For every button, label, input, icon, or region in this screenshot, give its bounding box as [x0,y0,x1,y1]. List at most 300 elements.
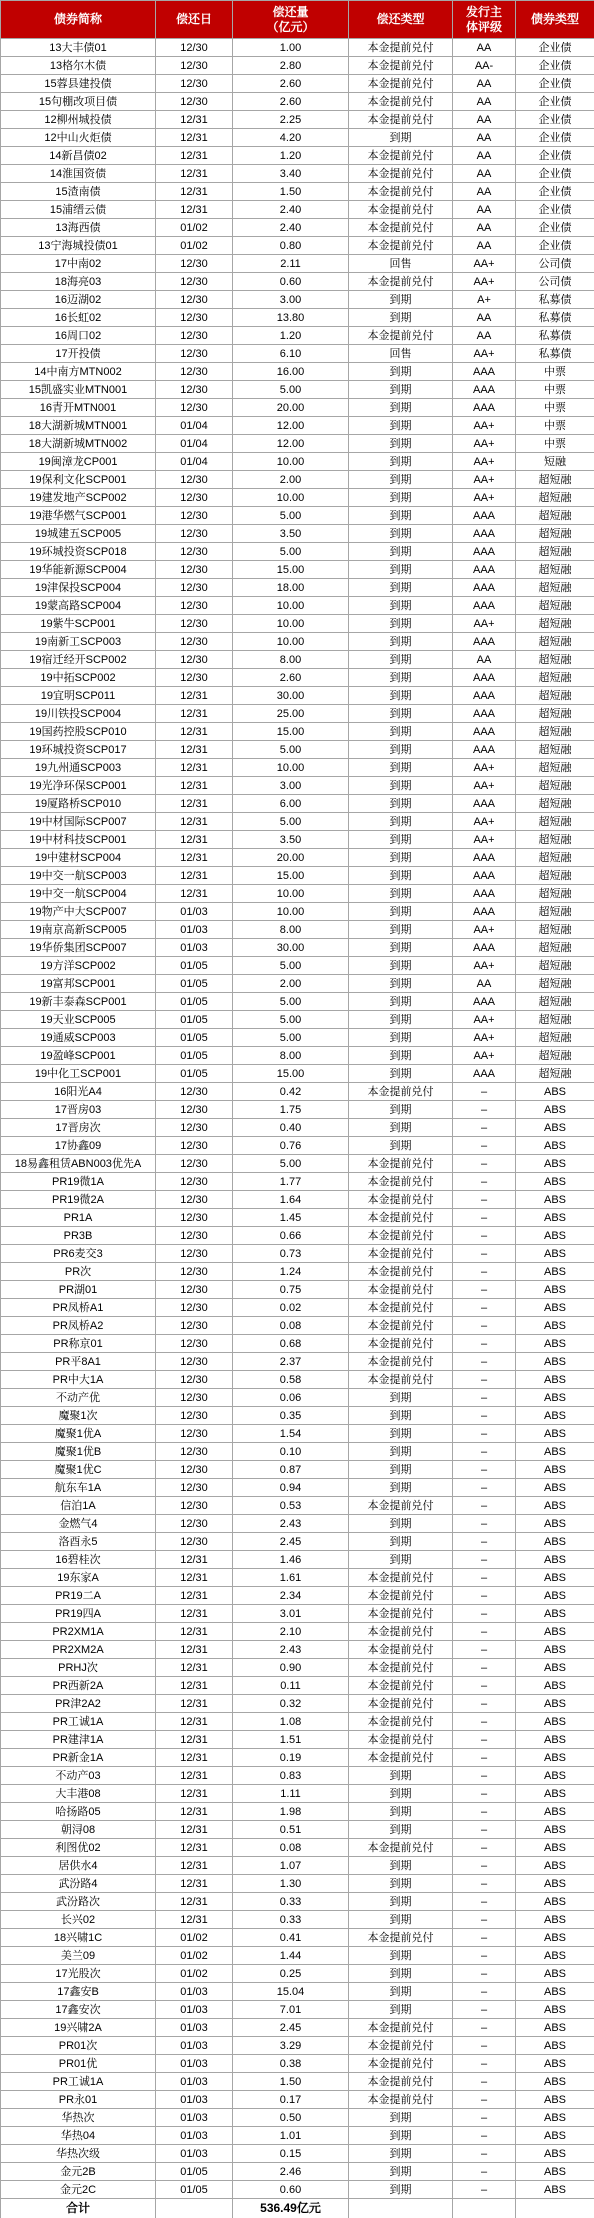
cell-bond-name: PR19微2A [1,1191,156,1209]
cell-bond-name: 19富邦SCP001 [1,975,156,993]
cell-repay-type: 本金提前兑付 [349,1749,453,1767]
table-row [1,1065,594,1083]
cell-repay-type: 本金提前兑付 [349,1641,453,1659]
table-row [1,273,594,291]
cell-bond-type: ABS [516,1425,594,1443]
cell-repay-date: 12/31 [156,1713,233,1731]
cell-issuer-rating: – [453,2037,516,2055]
cell-issuer-rating: AA+ [453,813,516,831]
cell-repay-date: 01/02 [156,219,233,237]
cell-repay-type: 到期 [349,1479,453,1497]
cell-repay-date: 12/31 [156,165,233,183]
cell-repay-date: 12/30 [156,597,233,615]
cell-bond-type: 私募债 [516,309,594,327]
cell-issuer-rating: – [453,1335,516,1353]
cell-repay-date: 12/31 [156,831,233,849]
table-row [1,1587,594,1605]
cell-bond-name: 19紫牛SCP001 [1,615,156,633]
cell-repay-date: 12/31 [156,687,233,705]
cell-bond-name: 13海西债 [1,219,156,237]
cell-repay-type: 到期 [349,1425,453,1443]
cell-repay-type: 本金提前兑付 [349,1263,453,1281]
cell-bond-type: ABS [516,1785,594,1803]
cell-bond-name: 武汾路次 [1,1893,156,1911]
cell-bond-type: 超短融 [516,633,594,651]
cell-bond-name: PR1A [1,1209,156,1227]
cell-repay-amount: 3.29 [233,2037,349,2055]
cell-repay-date: 12/31 [156,849,233,867]
cell-bond-name: 19川铁投SCP004 [1,705,156,723]
cell-bond-type: ABS [516,1119,594,1137]
cell-repay-amount: 5.00 [233,957,349,975]
cell-repay-date: 01/03 [156,2001,233,2019]
cell-repay-date: 01/03 [156,2109,233,2127]
cell-issuer-rating: AA+ [453,417,516,435]
cell-repay-amount: 6.00 [233,795,349,813]
cell-repay-amount: 5.00 [233,813,349,831]
cell-repay-type: 本金提前兑付 [349,273,453,291]
cell-repay-amount: 2.60 [233,93,349,111]
cell-issuer-rating: – [453,1677,516,1695]
cell-repay-type: 本金提前兑付 [349,237,453,255]
cell-repay-type: 到期 [349,813,453,831]
cell-repay-date: 01/02 [156,237,233,255]
cell-issuer-rating: – [453,1389,516,1407]
cell-repay-amount: 1.11 [233,1785,349,1803]
cell-repay-type: 到期 [349,651,453,669]
cell-repay-type: 到期 [349,1011,453,1029]
table-row [1,111,594,129]
table-row [1,1119,594,1137]
cell-repay-amount: 1.75 [233,1101,349,1119]
cell-repay-amount: 0.76 [233,1137,349,1155]
cell-bond-name: 16周口02 [1,327,156,345]
cell-bond-name: 19宜明SCP011 [1,687,156,705]
cell-bond-type: ABS [516,1515,594,1533]
cell-repay-amount: 1.24 [233,1263,349,1281]
cell-bond-name: PR6麦交3 [1,1245,156,1263]
table-row [1,201,594,219]
cell-issuer-rating: AA [453,39,516,57]
cell-repay-type: 到期 [349,993,453,1011]
table-row [1,2163,594,2181]
cell-repay-date: 12/30 [156,615,233,633]
cell-repay-amount: 2.45 [233,2019,349,2037]
cell-bond-name: 航东车1A [1,1479,156,1497]
cell-repay-type: 本金提前兑付 [349,1209,453,1227]
cell-bond-name: PR新金1A [1,1749,156,1767]
cell-repay-type: 回售 [349,255,453,273]
cell-bond-type: 超短融 [516,651,594,669]
cell-bond-name: PR凤桥A2 [1,1317,156,1335]
table-row [1,345,594,363]
cell-bond-name: PR01优 [1,2055,156,2073]
cell-repay-amount: 1.51 [233,1731,349,1749]
cell-bond-name: 15渣南债 [1,183,156,201]
cell-repay-type: 本金提前兑付 [349,147,453,165]
table-row [1,1731,594,1749]
table-row [1,1083,594,1101]
cell-bond-type: ABS [516,1389,594,1407]
cell-bond-name: 16青开MTN001 [1,399,156,417]
cell-repay-type: 本金提前兑付 [349,1155,453,1173]
cell-repay-amount: 2.11 [233,255,349,273]
table-row [1,633,594,651]
cell-issuer-rating: AAA [453,669,516,687]
cell-repay-type: 到期 [349,291,453,309]
cell-repay-amount: 0.90 [233,1659,349,1677]
cell-repay-amount: 8.00 [233,651,349,669]
cell-repay-date: 12/30 [156,1155,233,1173]
table-row [1,453,594,471]
cell-bond-type: 超短融 [516,543,594,561]
table-row [1,687,594,705]
cell-repay-date: 12/31 [156,867,233,885]
cell-bond-type: ABS [516,1947,594,1965]
cell-repay-amount: 2.10 [233,1623,349,1641]
cell-repay-date: 12/31 [156,1767,233,1785]
cell-repay-amount: 1.20 [233,327,349,345]
table-row [1,1497,594,1515]
cell-issuer-rating: – [453,1101,516,1119]
cell-bond-type: ABS [516,1137,594,1155]
table-row [1,381,594,399]
cell-bond-name: 18兴啸1C [1,1929,156,1947]
cell-repay-type: 到期 [349,741,453,759]
cell-issuer-rating: – [453,1623,516,1641]
cell-issuer-rating: AAA [453,579,516,597]
cell-bond-name: 19建发地产SCP002 [1,489,156,507]
cell-bond-name: 19城建五SCP005 [1,525,156,543]
cell-bond-name: 19中拓SCP002 [1,669,156,687]
cell-repay-amount: 12.00 [233,417,349,435]
cell-issuer-rating: AAA [453,993,516,1011]
cell-repay-type: 到期 [349,1047,453,1065]
cell-repay-amount: 1.61 [233,1569,349,1587]
cell-repay-type: 到期 [349,363,453,381]
cell-bond-type: 私募债 [516,345,594,363]
cell-issuer-rating: – [453,1533,516,1551]
cell-repay-amount: 3.00 [233,777,349,795]
cell-repay-type: 到期 [349,561,453,579]
cell-bond-type: 企业债 [516,183,594,201]
cell-bond-type: ABS [516,1533,594,1551]
cell-repay-date: 01/03 [156,2037,233,2055]
cell-repay-date: 12/30 [156,1191,233,1209]
cell-repay-type: 本金提前兑付 [349,1497,453,1515]
cell-bond-name: 金燃气4 [1,1515,156,1533]
table-row [1,1263,594,1281]
cell-bond-name: 16碧桂次 [1,1551,156,1569]
cell-repay-date: 01/02 [156,1929,233,1947]
cell-repay-date: 01/03 [156,2055,233,2073]
cell-repay-date: 01/03 [156,921,233,939]
table-row [1,1191,594,1209]
cell-bond-name: PR建津1A [1,1731,156,1749]
cell-repay-amount: 0.33 [233,1911,349,1929]
cell-repay-amount: 5.00 [233,543,349,561]
cell-issuer-rating: – [453,1497,516,1515]
cell-issuer-rating: – [453,1803,516,1821]
cell-repay-date: 01/05 [156,1065,233,1083]
cell-bond-type: 超短融 [516,759,594,777]
cell-bond-name: 朝浔08 [1,1821,156,1839]
table-row [1,183,594,201]
total-type-empty [349,2199,453,2218]
cell-repay-amount: 7.01 [233,2001,349,2019]
table-row [1,1137,594,1155]
total-label: 合计 [1,2199,156,2218]
cell-repay-type: 到期 [349,525,453,543]
cell-bond-type: 超短融 [516,903,594,921]
cell-repay-type: 本金提前兑付 [349,2091,453,2109]
table-row [1,903,594,921]
cell-repay-type: 到期 [349,1101,453,1119]
cell-repay-amount: 12.00 [233,435,349,453]
table-row [1,921,594,939]
cell-bond-name: PR永01 [1,2091,156,2109]
cell-issuer-rating: AA [453,147,516,165]
cell-issuer-rating: AA [453,165,516,183]
cell-repay-type: 到期 [349,381,453,399]
cell-bond-type: 企业债 [516,201,594,219]
cell-bond-type: 超短融 [516,921,594,939]
cell-repay-amount: 30.00 [233,687,349,705]
cell-bond-type: ABS [516,1893,594,1911]
table-row [1,705,594,723]
cell-repay-date: 01/03 [156,1983,233,2001]
cell-repay-amount: 1.07 [233,1857,349,1875]
cell-repay-amount: 5.00 [233,993,349,1011]
cell-repay-type: 本金提前兑付 [349,1281,453,1299]
cell-issuer-rating: AA+ [453,1047,516,1065]
cell-bond-name: 19保利文化SCP001 [1,471,156,489]
cell-bond-type: 超短融 [516,687,594,705]
cell-bond-name: 19物产中大SCP007 [1,903,156,921]
table-row [1,1443,594,1461]
cell-issuer-rating: AA+ [453,435,516,453]
cell-repay-date: 01/05 [156,1029,233,1047]
cell-repay-date: 12/31 [156,1911,233,1929]
cell-bond-name: 19通威SCP003 [1,1029,156,1047]
cell-repay-date: 01/05 [156,2181,233,2199]
table-row [1,1659,594,1677]
cell-bond-type: 企业债 [516,75,594,93]
table-row [1,561,594,579]
cell-repay-date: 12/31 [156,1875,233,1893]
cell-issuer-rating: AA [453,201,516,219]
total-date-empty [156,2199,233,2218]
cell-repay-amount: 6.10 [233,345,349,363]
table-row [1,489,594,507]
cell-issuer-rating: – [453,2073,516,2091]
cell-repay-amount: 2.00 [233,975,349,993]
cell-bond-type: 私募债 [516,291,594,309]
cell-repay-date: 12/30 [156,1137,233,1155]
cell-issuer-rating: – [453,1821,516,1839]
cell-repay-amount: 2.60 [233,75,349,93]
cell-repay-amount: 30.00 [233,939,349,957]
table-row [1,1479,594,1497]
cell-bond-name: 19中材科技SCP001 [1,831,156,849]
cell-bond-name: 19中化工SCP001 [1,1065,156,1083]
cell-bond-name: 洛酉永5 [1,1533,156,1551]
table-row [1,1047,594,1065]
cell-repay-amount: 0.02 [233,1299,349,1317]
cell-repay-date: 12/30 [156,633,233,651]
cell-repay-date: 12/30 [156,1209,233,1227]
cell-repay-amount: 10.00 [233,453,349,471]
cell-repay-type: 到期 [349,669,453,687]
table-row [1,1911,594,1929]
table-row [1,885,594,903]
cell-repay-date: 12/30 [156,1425,233,1443]
cell-repay-type: 本金提前兑付 [349,75,453,93]
cell-bond-name: 19南京高新SCP005 [1,921,156,939]
cell-bond-name: PR湖01 [1,1281,156,1299]
cell-bond-type: ABS [516,2091,594,2109]
cell-issuer-rating: – [453,1227,516,1245]
cell-bond-name: 金元2B [1,2163,156,2181]
cell-issuer-rating: AA+ [453,759,516,777]
cell-bond-type: ABS [516,1497,594,1515]
table-row [1,957,594,975]
cell-bond-name: 19兴啸2A [1,2019,156,2037]
cell-repay-amount: 15.00 [233,561,349,579]
cell-repay-date: 12/30 [156,1101,233,1119]
cell-repay-amount: 2.43 [233,1641,349,1659]
cell-repay-type: 到期 [349,1065,453,1083]
table-row [1,651,594,669]
cell-repay-amount: 0.94 [233,1479,349,1497]
cell-issuer-rating: AAA [453,903,516,921]
cell-repay-amount: 2.25 [233,111,349,129]
cell-repay-date: 01/04 [156,435,233,453]
cell-issuer-rating: – [453,2001,516,2019]
cell-repay-date: 01/03 [156,2091,233,2109]
table-row [1,39,594,57]
cell-repay-amount: 1.30 [233,1875,349,1893]
cell-bond-type: ABS [516,1479,594,1497]
cell-bond-type: ABS [516,1641,594,1659]
cell-bond-type: 超短融 [516,669,594,687]
cell-bond-type: ABS [516,1569,594,1587]
cell-bond-type: ABS [516,1173,594,1191]
cell-bond-type: 企业债 [516,219,594,237]
cell-repay-date: 12/31 [156,1677,233,1695]
cell-bond-name: 18大湖新城MTN001 [1,417,156,435]
cell-repay-date: 12/30 [156,579,233,597]
cell-bond-type: ABS [516,1749,594,1767]
cell-repay-date: 12/30 [156,1515,233,1533]
cell-issuer-rating: – [453,1137,516,1155]
cell-repay-date: 12/30 [156,1245,233,1263]
cell-bond-name: 14新昌债02 [1,147,156,165]
cell-repay-type: 到期 [349,957,453,975]
cell-bond-name: PR2XM2A [1,1641,156,1659]
cell-repay-type: 到期 [349,1785,453,1803]
cell-repay-date: 12/30 [156,1371,233,1389]
cell-repay-amount: 3.01 [233,1605,349,1623]
cell-bond-type: ABS [516,1803,594,1821]
cell-repay-date: 12/31 [156,183,233,201]
cell-issuer-rating: AAA [453,525,516,543]
cell-bond-type: ABS [516,1551,594,1569]
cell-issuer-rating: – [453,2055,516,2073]
cell-bond-type: 超短融 [516,849,594,867]
cell-bond-name: PR平8A1 [1,1353,156,1371]
cell-repay-amount: 0.53 [233,1497,349,1515]
cell-issuer-rating: – [453,1641,516,1659]
cell-repay-type: 到期 [349,615,453,633]
cell-repay-date: 01/02 [156,1965,233,1983]
table-row [1,849,594,867]
cell-repay-date: 12/30 [156,363,233,381]
table-row [1,1281,594,1299]
cell-bond-name: 不动产03 [1,1767,156,1785]
cell-bond-name: 大丰港08 [1,1785,156,1803]
cell-repay-amount: 0.40 [233,1119,349,1137]
table-row [1,471,594,489]
cell-repay-type: 本金提前兑付 [349,1569,453,1587]
cell-repay-date: 12/31 [156,1605,233,1623]
cell-bond-name: 17开投债 [1,345,156,363]
cell-repay-date: 12/30 [156,1173,233,1191]
cell-bond-type: ABS [516,2109,594,2127]
cell-repay-date: 12/30 [156,309,233,327]
cell-repay-type: 到期 [349,2001,453,2019]
cell-issuer-rating: AA+ [453,489,516,507]
table-row [1,1029,594,1047]
cell-issuer-rating: – [453,1983,516,2001]
cell-repay-date: 12/31 [156,741,233,759]
cell-repay-type: 本金提前兑付 [349,111,453,129]
cell-repay-date: 12/30 [156,345,233,363]
table-row [1,1173,594,1191]
cell-repay-type: 到期 [349,1389,453,1407]
cell-repay-date: 12/30 [156,1353,233,1371]
table-row [1,1767,594,1785]
cell-repay-amount: 1.64 [233,1191,349,1209]
cell-repay-amount: 20.00 [233,399,349,417]
table-row [1,795,594,813]
cell-repay-date: 12/30 [156,471,233,489]
cell-issuer-rating: – [453,1767,516,1785]
cell-repay-amount: 1.44 [233,1947,349,1965]
cell-repay-amount: 0.08 [233,1317,349,1335]
cell-repay-type: 到期 [349,543,453,561]
cell-repay-type: 到期 [349,1029,453,1047]
cell-repay-amount: 1.50 [233,183,349,201]
cell-bond-name: PR次 [1,1263,156,1281]
cell-issuer-rating: AAA [453,561,516,579]
cell-bond-type: 企业债 [516,57,594,75]
cell-bond-name: 16迈湖02 [1,291,156,309]
table-row [1,813,594,831]
cell-issuer-rating: AA+ [453,273,516,291]
cell-bond-name: 19闽漳龙CP001 [1,453,156,471]
total-amount: 536.49亿元 [233,2199,349,2218]
cell-repay-type: 到期 [349,399,453,417]
cell-bond-name: 15句棚改项目债 [1,93,156,111]
cell-bond-name: 15浦缙云债 [1,201,156,219]
cell-repay-amount: 5.00 [233,741,349,759]
table-row [1,507,594,525]
header-row [1,1,594,39]
cell-bond-name: 17光股次 [1,1965,156,1983]
cell-repay-date: 01/03 [156,2127,233,2145]
cell-repay-type: 到期 [349,1965,453,1983]
